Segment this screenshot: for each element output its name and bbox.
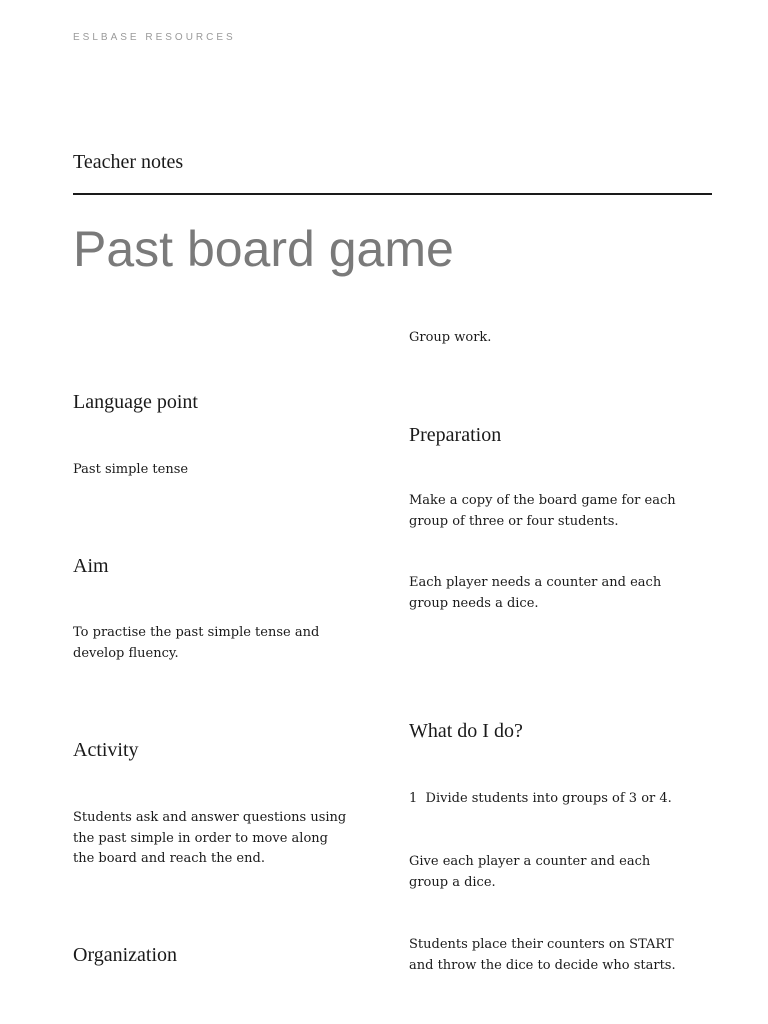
aim-text bbox=[73, 623, 363, 664]
activity-text-line: the past simple in order to move along bbox=[73, 830, 328, 846]
what-do-i-do-paragraph-1 bbox=[409, 852, 709, 893]
organization-heading: Organization bbox=[73, 944, 178, 966]
preparation-paragraph-2 bbox=[409, 573, 709, 614]
preparation-text-line: Each player needs a counter and each bbox=[409, 575, 662, 590]
resource-label: ESLBASE RESOURCES bbox=[73, 32, 236, 43]
what-do-i-do-text-line: group a dice. bbox=[409, 874, 496, 890]
step-1-text: 1 Divide students into groups of 3 or 4. bbox=[409, 791, 672, 806]
preparation-heading: Preparation bbox=[409, 424, 502, 446]
page-title: Past board game bbox=[73, 221, 454, 277]
what-do-i-do-heading: What do I do? bbox=[409, 720, 523, 742]
preparation-paragraph-1 bbox=[409, 491, 709, 532]
aim-text-line: To practise the past simple tense and bbox=[73, 625, 320, 640]
document-subtitle: Teacher notes bbox=[73, 151, 184, 173]
activity-text-line: the board and reach the end. bbox=[73, 851, 265, 866]
activity-text-line: Students ask and answer questions using bbox=[73, 810, 347, 825]
aim-heading: Aim bbox=[73, 555, 109, 577]
what-do-i-do-paragraph-2 bbox=[409, 935, 709, 976]
title-divider bbox=[73, 193, 712, 195]
activity-heading: Activity bbox=[73, 739, 139, 761]
aim-text-line: develop fluency. bbox=[73, 645, 179, 661]
what-do-i-do-text-line: and throw the dice to decide who starts. bbox=[409, 957, 676, 973]
activity-text bbox=[73, 808, 373, 870]
language-point-heading: Language point bbox=[73, 391, 198, 413]
preparation-text-line: group needs a dice. bbox=[409, 595, 539, 611]
organization-text: Group work. bbox=[409, 330, 492, 345]
preparation-text-line: group of three or four students. bbox=[409, 513, 619, 529]
preparation-text-line: Make a copy of the board game for each bbox=[409, 493, 676, 508]
what-do-i-do-text-line: Give each player a counter and each bbox=[409, 854, 651, 869]
language-point-text: Past simple tense bbox=[73, 462, 189, 477]
what-do-i-do-text-line: Students place their counters on START bbox=[409, 937, 674, 952]
